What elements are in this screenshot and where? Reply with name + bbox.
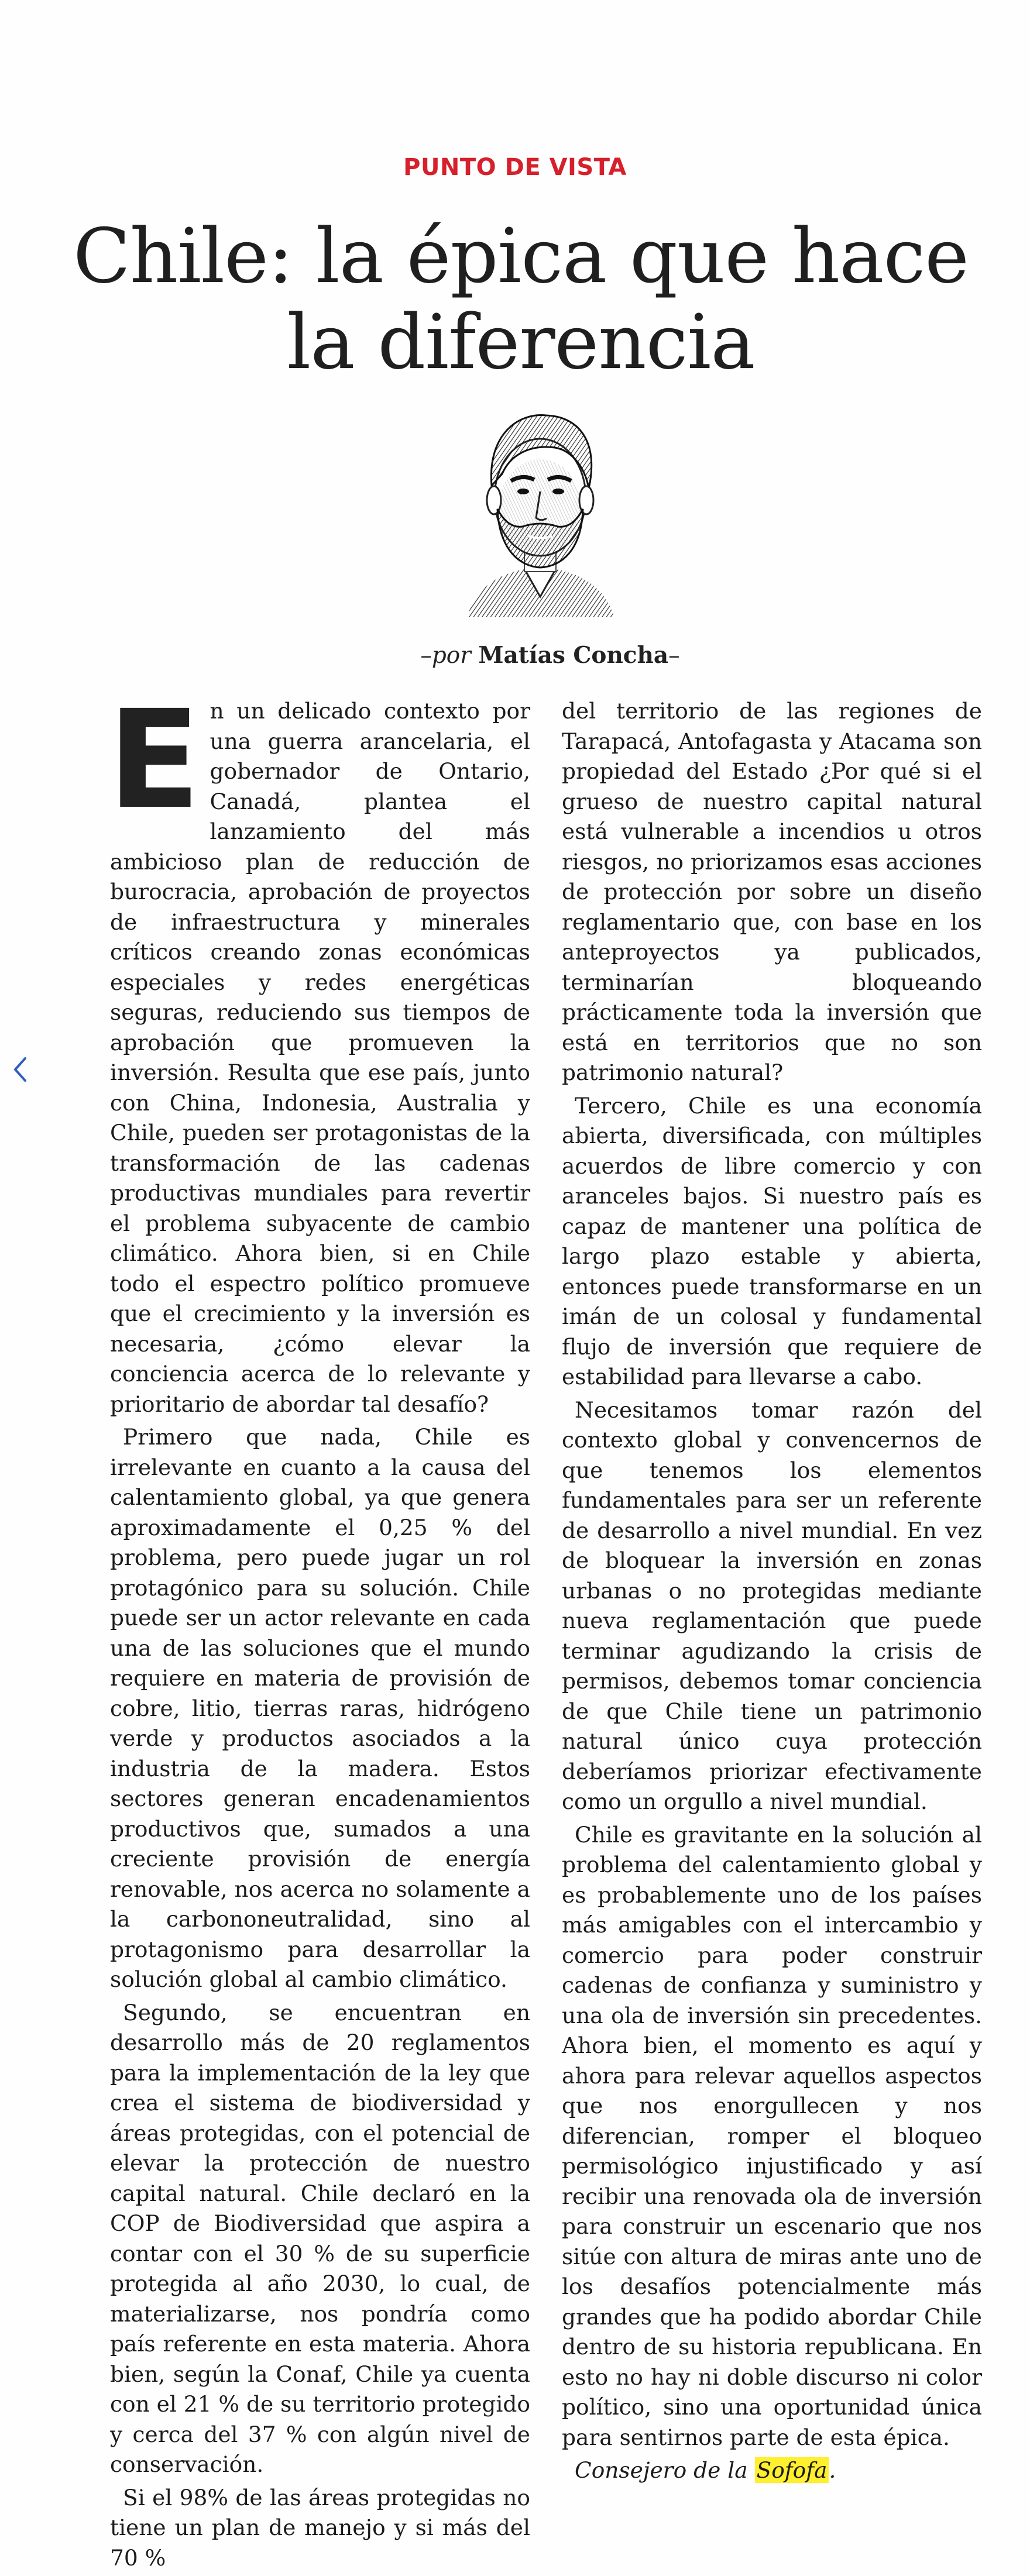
- chevron-left-icon: [12, 1057, 28, 1082]
- byline: [0, 642, 1030, 669]
- signature-role: Consejero de la: [575, 2457, 755, 2483]
- author-signature: Consejero de la Sofofa.: [575, 2457, 836, 2483]
- paragraph: Si el 98% de las áreas protegidas no tiene un plan de manejo y si más del 70 %: [110, 2484, 530, 2571]
- paragraph: Segundo, se encuentran en desarrollo más de 20 reglamentos para la implementación de la ley que crea el sistema de biodiversidad y áreas protegidas, con el potencial de elevar la protección de nuestro capital natural. Chile declaró en la COP de Biodiversidad que aspira a contar con el 30 % de su superficie protegida al año 2030, lo cual, de materializarse, nos pondría como país referente en esta materia. Ahora bien, según la Conaf, Chile ya cuenta con el 21 % de su territorio protegido y cerca del 37 % con algún nivel de conservación.: [110, 1999, 530, 2477]
- paragraph: Necesitamos tomar razón del contexto global y convencernos de que tenemos los elementos fundamentales para ser un referente de desarrollo a nivel mundial. En vez de bloquear la inversión en zonas urbanas o no protegidas mediante nueva reglamentación que puede terminar agudizando la crisis de permisos, debemos tomar conciencia de que Chile tiene un patrimonio natural único cuya protección deberíamos priorizar efectivamente como un orgullo a nivel mundial.: [562, 1397, 982, 1814]
- author-portrait: [455, 404, 625, 617]
- byline-suffix: –: [668, 642, 680, 669]
- section-kicker: PUNTO DE VISTA: [403, 154, 627, 181]
- byline-prefix: –por: [420, 642, 471, 669]
- article-column-right: [562, 696, 982, 2489]
- article-title: Chile: la épica que hace la diferencia: [73, 213, 969, 386]
- signature-organization: Sofofa: [755, 2457, 829, 2483]
- drop-cap: E: [108, 681, 201, 839]
- paragraph: del territorio de las regiones de Tarapacá, Antofagasta y Atacama son propiedad del Estado ¿Por qué si el grueso de nuestro capital natural está vulnerable a incendios u otros riesgos, no priorizamos esas acciones de protección por sobre un diseño reglamentario que, con base en los anteproyectos ya publicados, terminarían bloqueando prácticamente toda la inversión que está en territorios que no son patrimonio natural?: [562, 698, 982, 1085]
- article-column-left: [108, 681, 530, 2576]
- paragraph: Primero que nada, Chile es irrelevante en cuanto a la causa del calentamiento global, ya que genera aproximadamente el 0,25 % del problema, pero puede jugar un rol protagónico para su solución. Chile puede ser un actor relevante en cada una de las soluciones que el mundo requiere en materia de provisión de cobre, litio, tierras raras, hidrógeno verde y productos asociados a la industria de la madera. Estos sectores generan encadenamientos productivos que, sumados a una creciente provisión de energía renovable, nos acerca no solamente a la carbononeutralidad, sino al protagonismo para desarrollar la solución global al cambio climático.: [110, 1424, 530, 1992]
- author-name: Matías Concha: [478, 642, 669, 669]
- paragraph: En un delicado contexto por una guerra arancelaria, el gobernador de Ontario, Canadá, plantea el lanzamiento del más ambicioso plan de reducción de burocracia, aprobación de proyectos de infraestructura y minerales críticos creando zonas económicas especiales y redes energéticas seguras, reduciendo sus tiempos de aprobación que promueven la inversión. Resulta que ese país, junto con China, Indonesia, Australia y Chile, pueden ser protagonistas de la transformación de las cadenas productivas mundiales para revertir el problema subyacente de cambio climático. Ahora bien, si en Chile todo el espectro político promueve que el crecimiento y la inversión es necesaria, ¿cómo elevar la conciencia acerca de lo relevante y prioritario de abordar tal desafío?: [108, 681, 530, 1417]
- previous-page-button[interactable]: [8, 1052, 32, 1087]
- paragraph: Chile es gravitante en la solución al problema del calentamiento global y es probablemente uno de los países más amigables con el intercambio y comercio para poder construir cadenas de confianza y suministro y una ola de inversión sin precedentes. Ahora bien, el momento es aquí y ahora para relevar aquellos aspectos que nos enorgullecen y nos diferencian, romper el bloqueo permisológico injustificado y así recibir una renovada ola de inversión para construir un escenario que nos sitúe con altura de miras ante uno de los desafíos potencialmente más grandes que ha podido abordar Chile dentro de su historia republicana. En esto no hay ni doble discurso ni color político, sino una oportunidad única para sentirnos parte de esta épica.: [562, 1821, 982, 2450]
- paragraph: Tercero, Chile es una economía abierta, diversificada, con múltiples acuerdos de libre comercio y con aranceles bajos. Si nuestro país es capaz de mantener una política de largo plazo estable y abierta, entonces puede transformarse en un imán de un colosal y fundamental flujo de inversión que requiere de estabilidad para llevarse a cabo.: [562, 1092, 982, 1390]
